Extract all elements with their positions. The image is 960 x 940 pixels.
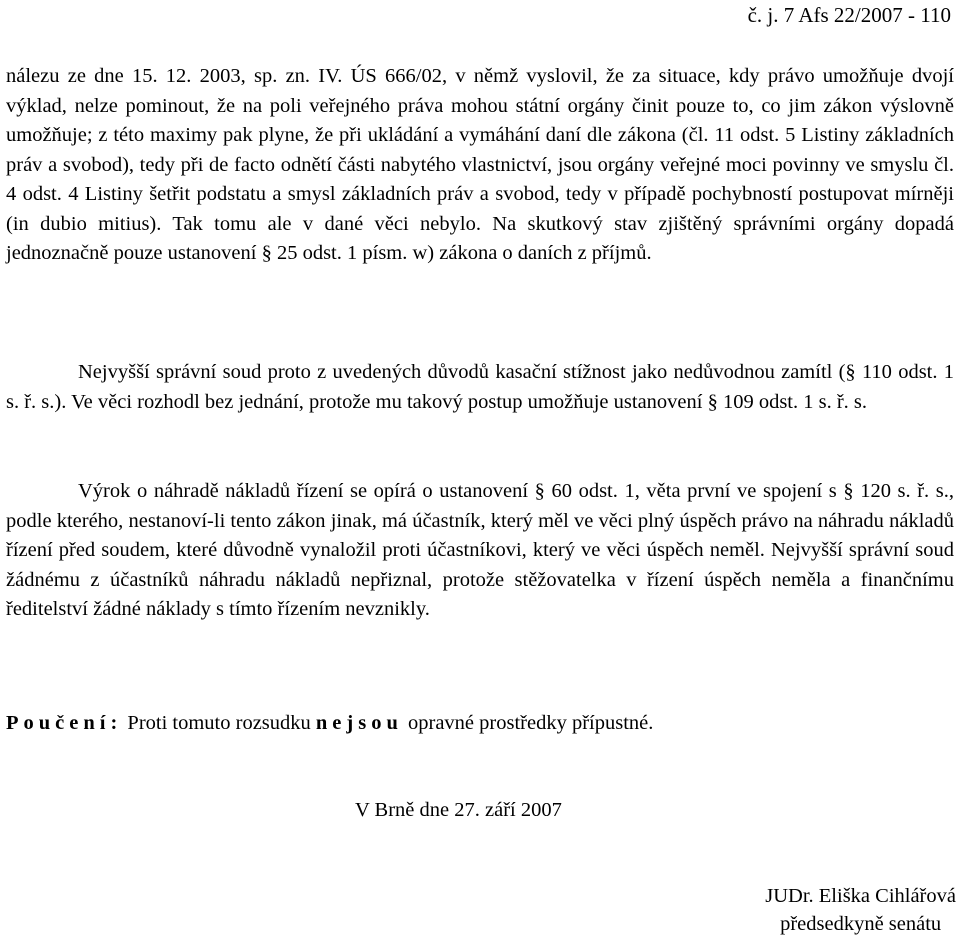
paragraph-reasoning: nálezu ze dne 15. 12. 2003, sp. zn. IV. ÚS 666/02, v němž vyslovil, že za situace, kdy právo umožňuje dvojí výklad, nelze pominout, že na poli veřejného práva mohou státní orgány činit pouze to, co jim zákon výslovně umožňuje; z této maximy pak plyne, že při ukládání a vymáhání daní dle zákona (čl. 11 odst. 5 Listiny základních práv a svobod), tedy při de facto odnětí části nabytého vlastnictví, jsou orgány veřejné moci povinny ve smyslu čl. 4 odst. 4 Listiny šetřit podstatu a smysl základních práv a svobod, tedy v případě pochybností postupovat mírněji (in dubio mitius). Tak tomu ale v dané věci nebylo. Na skutkový stav zjištěný správními orgány dopadá jednoznačně pouze ustanovení § 25 odst. 1 písm. w) zákona o daních z příjmů. <box>6 65 954 264</box>
paragraph-costs-text: Výrok o náhradě nákladů řízení se opírá o ustanovení § 60 odst. 1, věta první ve spojení s § 120 s. ř. s., podle kterého, nestanoví-li tento zákon jinak, má účastník, který měl ve věci plný úspěch právo na náhradu nákladů řízení před soudem, které důvodně vynaložil proti účastníkovi, který ve věci úspěch neměl. Nejvyšší správní soud žádnému z účastníků náhradu nákladů nepřiznal, protože stěžovatelka v řízení úspěch neměla a finančnímu ředitelství žádné náklady s tímto řízením nevznikly. <box>6 480 954 620</box>
instruction-emphasis: nejsou <box>315 712 403 734</box>
date-place: V Brně dne 27. září 2007 <box>355 799 562 821</box>
signature-block <box>765 882 956 938</box>
signature-role: předsedkyně senátu <box>780 913 942 935</box>
paragraph-dismissal-text: Nejvyšší správní soud proto z uvedených důvodů kasační stížnost jako nedůvodnou zamítl (§ 110 odst. 1 s. ř. s.). Ve věci rozhodl bez jednání, protože mu takový postup umožňuje ustanovení § 109 odst. 1 s. ř. s. <box>6 361 954 413</box>
signature-name: JUDr. Eliška Cihlářová <box>765 885 956 907</box>
instruction-label: Poučení: <box>6 712 123 734</box>
paragraph-costs <box>6 477 954 625</box>
case-number: č. j. 7 Afs 22/2007 - 110 <box>747 3 951 27</box>
paragraph-dismissal <box>6 358 954 417</box>
instruction-text-after: opravné prostředky přípustné. <box>408 712 654 734</box>
instruction-text-before: Proti tomuto rozsudku <box>127 712 311 734</box>
instruction-line <box>6 708 954 738</box>
